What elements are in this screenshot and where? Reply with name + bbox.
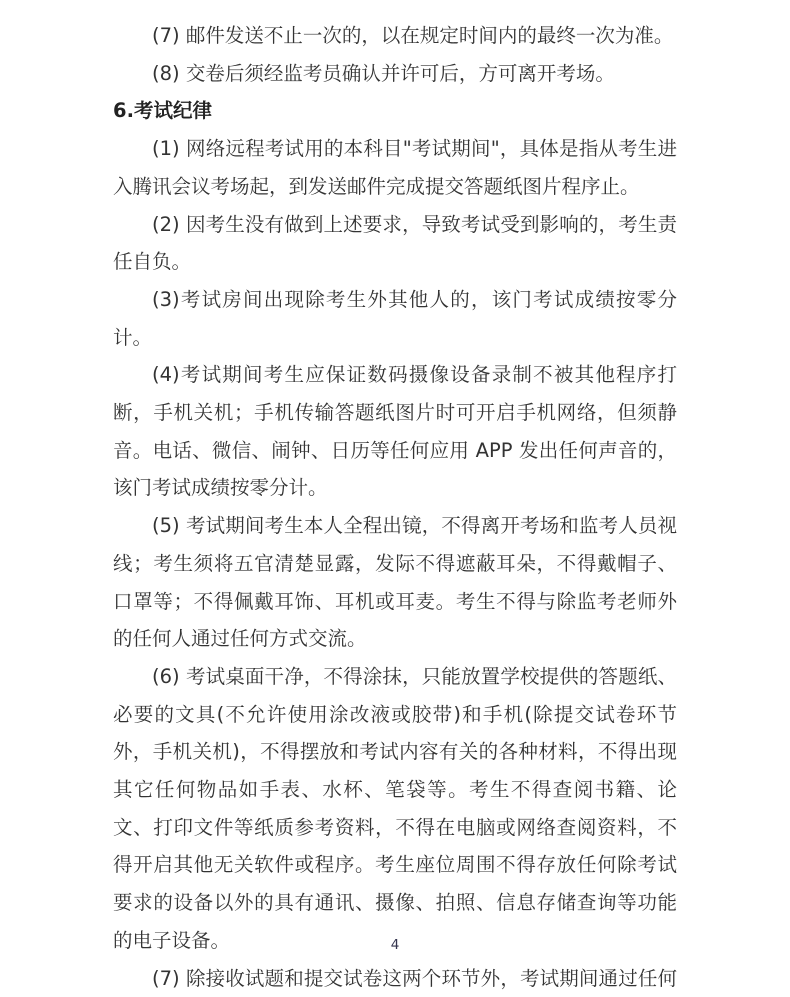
list-item-3: (3)考试房间出现除考生外其他人的，该门考试成绩按零分计。 xyxy=(113,287,677,349)
list-item-1: (1) 网络远程考试用的本科目"考试期间"，具体是指从考生进入腾讯会议考场起，到发送邮件完成提交答题纸图片程序止。 xyxy=(113,137,677,198)
list-item-4: (4)考试期间考生应保证数码摄像设备录制不被其他程序打断，手机关机；手机传输答题纸图片时可开启手机网络，但须静音。电话、微信、闹钟、日历等任何应用 APP 发出任何声音的，该门考试成绩按零分计。 xyxy=(113,363,677,500)
list-item-7-prev-section: (7) 邮件发送不止一次的，以在规定时间内的最终一次为准。 xyxy=(152,24,674,47)
list-item-6: (6) 考试桌面干净，不得涂抹，只能放置学校提供的答题纸、必要的文具(不允许使用涂改液或胶带)和手机(除提交试卷环节外，手机关机)，不得摆放和考试内容有关的各种材料，不得出现其它任何物品如手表、水杯、笔袋等。考生不得查阅书籍、论文、打印文件等纸质参考资料，不得在电脑或网络查阅资料，不得开启其他无关软件或程序。考生座位周围不得存放任何除考试要求的设备以外的具有通讯、摄像、拍照、信息存储查询等功能的电子设备。 xyxy=(113,664,677,952)
list-item-5: (5) 考试期间考生本人全程出镜，不得离开考场和监考人员视线；考生须将五官清楚显露，发际不得遮蔽耳朵，不得戴帽子、口罩等；不得佩戴耳饰、耳机或耳麦。考生不得与除监考老师外的任何人通过任何方式交流。 xyxy=(113,514,677,651)
document-body xyxy=(113,17,677,997)
page-number: 4 xyxy=(390,937,400,953)
list-item-7-truncated: (7) 除接收试题和提交试卷这两个环节外，考试期间通过任何 xyxy=(152,966,677,990)
list-item-8-prev-section: (8) 交卷后须经监考员确认并许可后，方可离开考场。 xyxy=(152,61,615,85)
section-heading-exam-discipline: 6.考试纪律 xyxy=(113,99,212,123)
list-item-2: (2) 因考生没有做到上述要求，导致考试受到影响的，考生责任自负。 xyxy=(113,212,677,274)
